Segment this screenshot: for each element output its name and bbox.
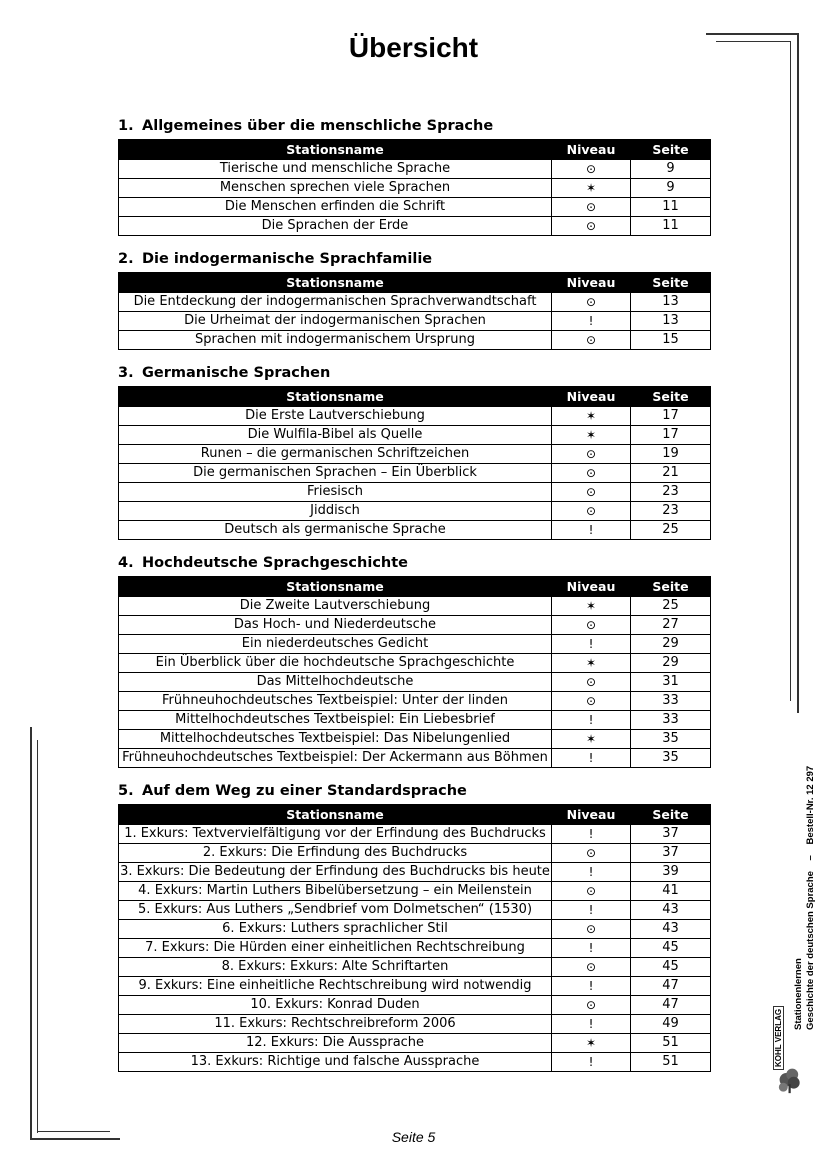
station-name-cell: Das Mittelhochdeutsche — [119, 673, 552, 692]
station-name-cell: Ein Überblick über die hochdeutsche Sprachgeschichte — [119, 654, 552, 673]
table-row — [119, 635, 711, 654]
section-1 — [118, 116, 710, 236]
level-cell: ! — [552, 1053, 631, 1072]
section-title: Auf dem Weg zu einer Standardsprache — [142, 783, 467, 799]
table-row — [119, 901, 711, 920]
page-cell: 29 — [631, 654, 711, 673]
header-stationsname: Stationsname — [119, 387, 552, 407]
table-row — [119, 597, 711, 616]
header-niveau: Niveau — [552, 577, 631, 597]
station-name-cell: 7. Exkurs: Die Hürden einer einheitlichen Rechtschreibung — [119, 939, 552, 958]
page-cell: 25 — [631, 521, 711, 540]
station-name-cell: Die Sprachen der Erde — [119, 217, 552, 236]
section-number: 4. — [118, 555, 134, 571]
level-cell: ! — [552, 521, 631, 540]
page-cell: 51 — [631, 1034, 711, 1053]
table-row — [119, 312, 711, 331]
section-heading — [118, 781, 710, 804]
level-cell: ⊙ — [552, 844, 631, 863]
station-name-cell: Menschen sprechen viele Sprachen — [119, 179, 552, 198]
table-row — [119, 616, 711, 635]
table-row — [119, 293, 711, 312]
corner-decoration-top-right-v1 — [797, 33, 799, 713]
page-cell: 17 — [631, 407, 711, 426]
station-name-cell: Die Menschen erfinden die Schrift — [119, 198, 552, 217]
table-row — [119, 654, 711, 673]
page-cell: 45 — [631, 939, 711, 958]
page-cell: 9 — [631, 179, 711, 198]
section-3 — [118, 363, 710, 540]
side-separator: – — [805, 855, 816, 861]
side-publication-line — [805, 740, 817, 1030]
table-row — [119, 825, 711, 844]
station-name-cell: Die Urheimat der indogermanischen Sprachen — [119, 312, 552, 331]
page-cell: 13 — [631, 293, 711, 312]
table-row — [119, 217, 711, 236]
level-cell: ⊙ — [552, 673, 631, 692]
section-title: Die indogermanische Sprachfamilie — [142, 251, 433, 267]
stations-table — [118, 272, 711, 350]
level-cell: ⊙ — [552, 882, 631, 901]
table-header-row — [119, 273, 711, 293]
section-heading — [118, 363, 710, 386]
level-cell: ✶ — [552, 1034, 631, 1053]
level-cell: ✶ — [552, 654, 631, 673]
table-row — [119, 749, 711, 768]
table-header-row — [119, 387, 711, 407]
level-cell: ⊙ — [552, 198, 631, 217]
header-niveau: Niveau — [552, 273, 631, 293]
header-niveau: Niveau — [552, 387, 631, 407]
section-heading — [118, 116, 710, 139]
publisher-name: KOHL VERLAG — [773, 1006, 784, 1070]
page-cell: 39 — [631, 863, 711, 882]
header-niveau: Niveau — [552, 805, 631, 825]
page-cell: 29 — [631, 635, 711, 654]
header-seite: Seite — [631, 273, 711, 293]
page-cell: 17 — [631, 426, 711, 445]
page-cell: 43 — [631, 920, 711, 939]
section-title: Germanische Sprachen — [142, 365, 331, 381]
table-row — [119, 198, 711, 217]
station-name-cell: Jiddisch — [119, 502, 552, 521]
station-name-cell: Die Erste Lautverschiebung — [119, 407, 552, 426]
table-row — [119, 673, 711, 692]
section-number: 3. — [118, 365, 134, 381]
page-cell: 33 — [631, 692, 711, 711]
side-book-title: Geschichte der deutschen Sprache — [805, 871, 816, 1030]
level-cell: ⊙ — [552, 217, 631, 236]
corner-decoration-bottom-left-v1 — [30, 727, 32, 1140]
side-publication-info — [793, 740, 817, 1030]
page-cell: 21 — [631, 464, 711, 483]
station-name-cell: 11. Exkurs: Rechtschreibreform 2006 — [119, 1015, 552, 1034]
table-row — [119, 863, 711, 882]
table-row — [119, 692, 711, 711]
level-cell: ! — [552, 825, 631, 844]
corner-decoration-top-right-v2 — [790, 41, 791, 701]
level-cell: ! — [552, 312, 631, 331]
page-cell: 41 — [631, 882, 711, 901]
stations-table — [118, 576, 711, 768]
level-cell: ✶ — [552, 730, 631, 749]
page-cell: 33 — [631, 711, 711, 730]
level-cell: ! — [552, 939, 631, 958]
station-name-cell: Frühneuhochdeutsches Textbeispiel: Unter der linden — [119, 692, 552, 711]
section-number: 1. — [118, 118, 134, 134]
station-name-cell: 1. Exkurs: Textvervielfältigung vor der Erfindung des Buchdrucks — [119, 825, 552, 844]
station-name-cell: Das Hoch- und Niederdeutsche — [119, 616, 552, 635]
level-cell: ✶ — [552, 407, 631, 426]
level-cell: ⊙ — [552, 464, 631, 483]
side-series-label: Stationenlernen — [793, 958, 804, 1030]
table-row — [119, 920, 711, 939]
level-cell: ! — [552, 901, 631, 920]
table-row — [119, 844, 711, 863]
table-row — [119, 445, 711, 464]
header-stationsname: Stationsname — [119, 805, 552, 825]
level-cell: ⊙ — [552, 483, 631, 502]
station-name-cell: Mittelhochdeutsches Textbeispiel: Das Nibelungenlied — [119, 730, 552, 749]
station-name-cell: Ein niederdeutsches Gedicht — [119, 635, 552, 654]
page-cell: 23 — [631, 483, 711, 502]
station-name-cell: Die Entdeckung der indogermanischen Sprachverwandtschaft — [119, 293, 552, 312]
header-stationsname: Stationsname — [119, 140, 552, 160]
level-cell: ! — [552, 635, 631, 654]
table-row — [119, 882, 711, 901]
level-cell: ⊙ — [552, 920, 631, 939]
station-name-cell: Deutsch als germanische Sprache — [119, 521, 552, 540]
page-cell: 47 — [631, 977, 711, 996]
page-footer: Seite 5 — [391, 1129, 436, 1145]
table-header-row — [119, 140, 711, 160]
page-cell: 11 — [631, 198, 711, 217]
station-name-cell: Frühneuhochdeutsches Textbeispiel: Der Ackermann aus Böhmen — [119, 749, 552, 768]
section-title: Allgemeines über die menschliche Sprache — [142, 118, 494, 134]
station-name-cell: 3. Exkurs: Die Bedeutung der Erfindung des Buchdrucks bis heute — [119, 863, 552, 882]
stations-table — [118, 386, 711, 540]
table-row — [119, 958, 711, 977]
level-cell: ⊙ — [552, 331, 631, 350]
page-cell: 19 — [631, 445, 711, 464]
section-number: 2. — [118, 251, 134, 267]
page-cell: 31 — [631, 673, 711, 692]
table-row — [119, 502, 711, 521]
page-cell: 35 — [631, 730, 711, 749]
table-row — [119, 464, 711, 483]
station-name-cell: Mittelhochdeutsches Textbeispiel: Ein Liebesbrief — [119, 711, 552, 730]
page-cell: 49 — [631, 1015, 711, 1034]
page-cell: 35 — [631, 749, 711, 768]
station-name-cell: 13. Exkurs: Richtige und falsche Aussprache — [119, 1053, 552, 1072]
station-name-cell: 2. Exkurs: Die Erfindung des Buchdrucks — [119, 844, 552, 863]
station-name-cell: 4. Exkurs: Martin Luthers Bibelübersetzung – ein Meilenstein — [119, 882, 552, 901]
page-cell: 9 — [631, 160, 711, 179]
section-number: 5. — [118, 783, 134, 799]
section-heading — [118, 249, 710, 272]
table-row — [119, 1034, 711, 1053]
level-cell: ! — [552, 749, 631, 768]
level-cell: ✶ — [552, 426, 631, 445]
page-cell: 23 — [631, 502, 711, 521]
station-name-cell: Tierische und menschliche Sprache — [119, 160, 552, 179]
level-cell: ⊙ — [552, 616, 631, 635]
page-cell: 11 — [631, 217, 711, 236]
station-name-cell: Die germanischen Sprachen – Ein Überblick — [119, 464, 552, 483]
table-row — [119, 521, 711, 540]
station-name-cell: 12. Exkurs: Die Aussprache — [119, 1034, 552, 1053]
level-cell: ! — [552, 977, 631, 996]
page-cell: 51 — [631, 1053, 711, 1072]
station-name-cell: Sprachen mit indogermanischem Ursprung — [119, 331, 552, 350]
page-cell: 25 — [631, 597, 711, 616]
overview-sections — [118, 116, 710, 1085]
station-name-cell: 5. Exkurs: Aus Luthers „Sendbrief vom Dolmetschen“ (1530) — [119, 901, 552, 920]
page-cell: 43 — [631, 901, 711, 920]
station-name-cell: 8. Exkurs: Exkurs: Alte Schriftarten — [119, 958, 552, 977]
level-cell: ! — [552, 1015, 631, 1034]
level-cell: ! — [552, 863, 631, 882]
level-cell: ⊙ — [552, 502, 631, 521]
table-row — [119, 1053, 711, 1072]
level-cell: ⊙ — [552, 160, 631, 179]
level-cell: ⊙ — [552, 293, 631, 312]
table-header-row — [119, 805, 711, 825]
station-name-cell: Die Zweite Lautverschiebung — [119, 597, 552, 616]
header-seite: Seite — [631, 387, 711, 407]
header-seite: Seite — [631, 577, 711, 597]
level-cell: ⊙ — [552, 958, 631, 977]
table-row — [119, 939, 711, 958]
level-cell: ✶ — [552, 179, 631, 198]
page-cell: 27 — [631, 616, 711, 635]
level-cell: ⊙ — [552, 692, 631, 711]
table-row — [119, 160, 711, 179]
table-row — [119, 331, 711, 350]
header-seite: Seite — [631, 140, 711, 160]
table-row — [119, 711, 711, 730]
section-5 — [118, 781, 710, 1072]
page-cell: 37 — [631, 844, 711, 863]
page-cell: 37 — [631, 825, 711, 844]
table-row — [119, 730, 711, 749]
page-cell: 45 — [631, 958, 711, 977]
table-row — [119, 977, 711, 996]
header-seite: Seite — [631, 805, 711, 825]
station-name-cell: 10. Exkurs: Konrad Duden — [119, 996, 552, 1015]
section-4 — [118, 553, 710, 768]
section-2 — [118, 249, 710, 350]
stations-table — [118, 804, 711, 1072]
station-name-cell: Runen – die germanischen Schriftzeichen — [119, 445, 552, 464]
stations-table — [118, 139, 711, 236]
header-niveau: Niveau — [552, 140, 631, 160]
level-cell: ! — [552, 711, 631, 730]
table-row — [119, 179, 711, 198]
page-cell: 13 — [631, 312, 711, 331]
page-cell: 15 — [631, 331, 711, 350]
table-header-row — [119, 577, 711, 597]
corner-decoration-bottom-left-v2 — [37, 740, 38, 1133]
side-order-number: Bestell-Nr. 12 297 — [805, 765, 816, 845]
header-stationsname: Stationsname — [119, 577, 552, 597]
table-row — [119, 1015, 711, 1034]
level-cell: ⊙ — [552, 445, 631, 464]
level-cell: ✶ — [552, 597, 631, 616]
station-name-cell: Friesisch — [119, 483, 552, 502]
level-cell: ⊙ — [552, 996, 631, 1015]
page-cell: 47 — [631, 996, 711, 1015]
table-row — [119, 407, 711, 426]
station-name-cell: 9. Exkurs: Eine einheitliche Rechtschreibung wird notwendig — [119, 977, 552, 996]
page-title: Übersicht — [348, 32, 479, 63]
section-title: Hochdeutsche Sprachgeschichte — [142, 555, 409, 571]
table-row — [119, 426, 711, 445]
header-stationsname: Stationsname — [119, 273, 552, 293]
table-row — [119, 996, 711, 1015]
section-heading — [118, 553, 710, 576]
station-name-cell: Die Wulfila-Bibel als Quelle — [119, 426, 552, 445]
station-name-cell: 6. Exkurs: Luthers sprachlicher Stil — [119, 920, 552, 939]
table-row — [119, 483, 711, 502]
